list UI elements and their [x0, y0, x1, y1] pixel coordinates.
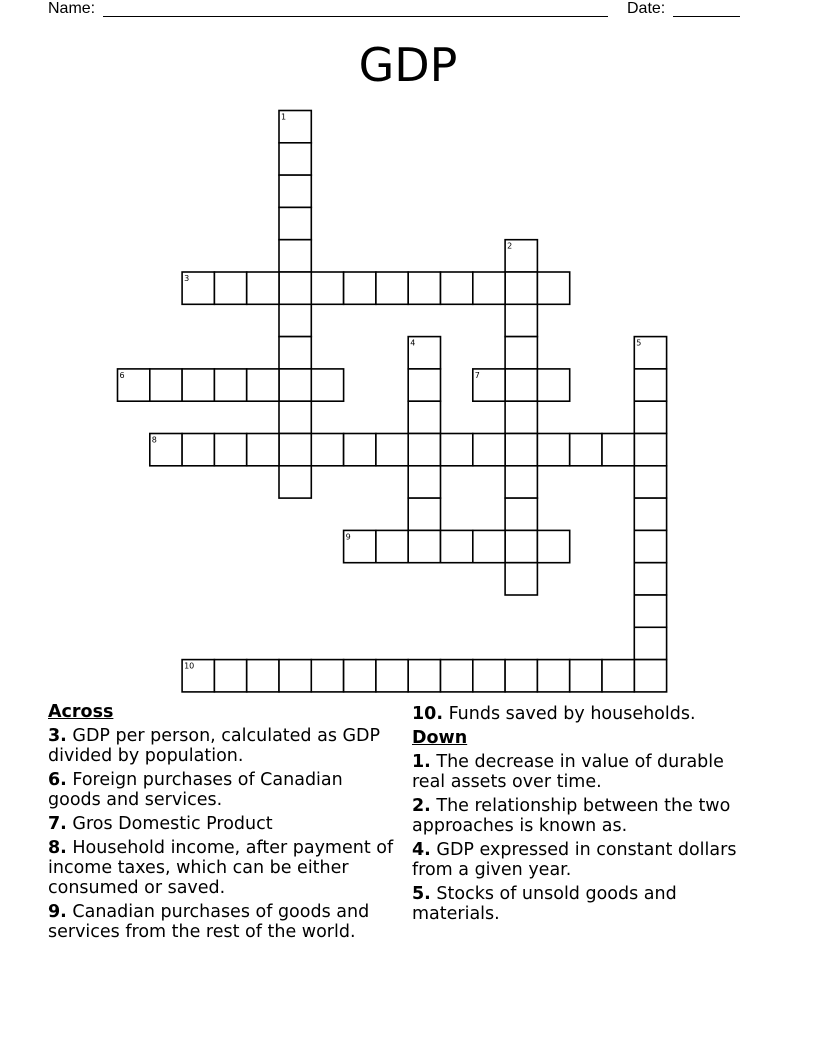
grid-cell[interactable] — [602, 434, 634, 466]
clue-number: 8. — [48, 838, 67, 858]
grid-cell[interactable] — [408, 369, 440, 401]
grid-cell[interactable] — [214, 369, 246, 401]
clue-text: Household income, after payment of income taxes, which can be either consumed or saved. — [48, 838, 394, 898]
grid-cell[interactable] — [505, 466, 537, 498]
clue-across-9 — [48, 902, 398, 942]
clue-down-5 — [412, 884, 762, 924]
grid-cell[interactable] — [279, 369, 311, 401]
grid-cell[interactable] — [247, 369, 279, 401]
grid-cell[interactable] — [634, 369, 666, 401]
cell-number-4: 4 — [410, 338, 416, 348]
grid-cell[interactable] — [311, 660, 343, 692]
grid-cell[interactable] — [311, 434, 343, 466]
grid-cell[interactable] — [505, 369, 537, 401]
grid-cell[interactable] — [537, 369, 569, 401]
grid-cell[interactable] — [376, 434, 408, 466]
grid-cell[interactable] — [634, 466, 666, 498]
clue-text: Gros Domestic Product — [66, 814, 273, 834]
clue-across-6 — [48, 770, 398, 810]
grid-cell[interactable] — [634, 401, 666, 433]
grid-cell[interactable] — [279, 143, 311, 175]
clue-number: 4. — [412, 840, 431, 860]
grid-cell[interactable] — [279, 175, 311, 207]
grid-cell[interactable] — [182, 369, 214, 401]
grid-cell[interactable] — [408, 660, 440, 692]
grid-cell[interactable] — [634, 498, 666, 530]
clue-number: 9. — [48, 902, 67, 922]
grid-cell[interactable] — [570, 434, 602, 466]
grid-cell[interactable] — [408, 530, 440, 562]
clue-text: The decrease in value of durable real assets over time. — [412, 752, 724, 792]
grid-cell[interactable] — [537, 530, 569, 562]
grid-cell[interactable] — [344, 434, 376, 466]
grid-cell[interactable] — [441, 434, 473, 466]
clue-text: GDP per person, calculated as GDP divided by population. — [48, 726, 381, 766]
grid-cell[interactable] — [279, 337, 311, 369]
clue-number: 10. — [412, 704, 444, 724]
grid-cell[interactable] — [214, 272, 246, 304]
grid-cell[interactable] — [311, 369, 343, 401]
clue-number: 3. — [48, 726, 67, 746]
clue-across-10 — [412, 704, 762, 724]
grid-cell[interactable] — [570, 660, 602, 692]
grid-cell[interactable] — [279, 401, 311, 433]
grid-cell[interactable] — [505, 498, 537, 530]
clues-left-column — [48, 702, 398, 942]
grid-cell[interactable] — [279, 240, 311, 272]
grid-cell[interactable] — [279, 272, 311, 304]
clue-down-1 — [412, 752, 762, 792]
clue-down-4 — [412, 840, 762, 880]
clue-down-2 — [412, 796, 762, 836]
grid-cell[interactable] — [182, 434, 214, 466]
grid-cell[interactable] — [505, 304, 537, 336]
grid-cell[interactable] — [344, 660, 376, 692]
grid-cell[interactable] — [311, 272, 343, 304]
cell-number-7: 7 — [474, 370, 480, 380]
clue-text: The relationship between the two approaches is known as. — [412, 796, 731, 836]
clue-text: GDP expressed in constant dollars from a given year. — [412, 840, 737, 880]
grid-cell[interactable] — [408, 498, 440, 530]
clue-text: Foreign purchases of Canadian goods and services. — [48, 770, 343, 810]
grid-cell[interactable] — [408, 401, 440, 433]
cell-number-8: 8 — [151, 435, 157, 445]
grid-cell[interactable] — [408, 434, 440, 466]
clue-number: 2. — [412, 796, 431, 816]
clue-text: Stocks of unsold goods and materials. — [412, 884, 677, 924]
grid-cell[interactable] — [214, 434, 246, 466]
clue-number: 5. — [412, 884, 431, 904]
grid-cell[interactable] — [634, 434, 666, 466]
grid-cell[interactable] — [537, 660, 569, 692]
grid-cell[interactable] — [408, 466, 440, 498]
grid-cell[interactable] — [602, 660, 634, 692]
clue-text: Funds saved by households. — [443, 704, 696, 724]
grid-cell[interactable] — [279, 660, 311, 692]
grid-cell[interactable] — [473, 660, 505, 692]
grid-cell[interactable] — [505, 272, 537, 304]
grid-cell[interactable] — [537, 434, 569, 466]
grid-cell[interactable] — [505, 530, 537, 562]
cell-number-5: 5 — [636, 338, 642, 348]
clue-across-3 — [48, 726, 398, 766]
grid-cell[interactable] — [408, 272, 440, 304]
grid-cell[interactable] — [634, 530, 666, 562]
cell-number-6: 6 — [119, 370, 125, 380]
clue-number: 1. — [412, 752, 431, 772]
grid-cell[interactable] — [376, 272, 408, 304]
grid-cell[interactable] — [505, 434, 537, 466]
grid-cell[interactable] — [279, 466, 311, 498]
grid-cell[interactable] — [214, 660, 246, 692]
down-heading: Down — [412, 728, 468, 748]
puzzle-title: GDP — [358, 38, 458, 92]
clue-number: 7. — [48, 814, 67, 834]
grid-cell[interactable] — [247, 434, 279, 466]
grid-cell[interactable] — [473, 272, 505, 304]
clue-text: Canadian purchases of goods and services from the rest of the world. — [48, 902, 370, 942]
grid-cell[interactable] — [441, 530, 473, 562]
grid-cell[interactable] — [247, 660, 279, 692]
grid-cell[interactable] — [473, 530, 505, 562]
grid-cell[interactable] — [634, 660, 666, 692]
grid-cell[interactable] — [376, 660, 408, 692]
grid-cell[interactable] — [279, 304, 311, 336]
grid-cell[interactable] — [150, 369, 182, 401]
cell-number-2: 2 — [507, 241, 513, 251]
clue-across-8 — [48, 838, 398, 898]
date-label: Date: — [627, 0, 666, 17]
grid-cell[interactable] — [505, 563, 537, 595]
across-heading: Across — [48, 702, 114, 722]
clues-right-column — [412, 702, 762, 924]
grid-cell[interactable] — [634, 627, 666, 659]
cell-number-9: 9 — [345, 532, 351, 542]
clue-across-7 — [48, 814, 398, 834]
clue-number: 6. — [48, 770, 67, 790]
grid-cell[interactable] — [505, 337, 537, 369]
grid-cell[interactable] — [279, 207, 311, 239]
cell-number-1: 1 — [281, 112, 287, 122]
grid-cell[interactable] — [376, 530, 408, 562]
name-label: Name: — [48, 0, 96, 17]
cell-number-3: 3 — [184, 274, 190, 283]
grid-cell[interactable] — [537, 272, 569, 304]
grid-cell[interactable] — [279, 434, 311, 466]
grid-cell[interactable] — [634, 595, 666, 627]
grid-cell[interactable] — [634, 563, 666, 595]
cell-number-10: 10 — [184, 661, 195, 671]
grid-cell[interactable] — [505, 401, 537, 433]
grid-cell[interactable] — [505, 660, 537, 692]
grid-cell[interactable] — [441, 272, 473, 304]
grid-cell[interactable] — [441, 660, 473, 692]
grid-cell[interactable] — [473, 434, 505, 466]
grid-cell[interactable] — [247, 272, 279, 304]
grid-cell[interactable] — [344, 272, 376, 304]
